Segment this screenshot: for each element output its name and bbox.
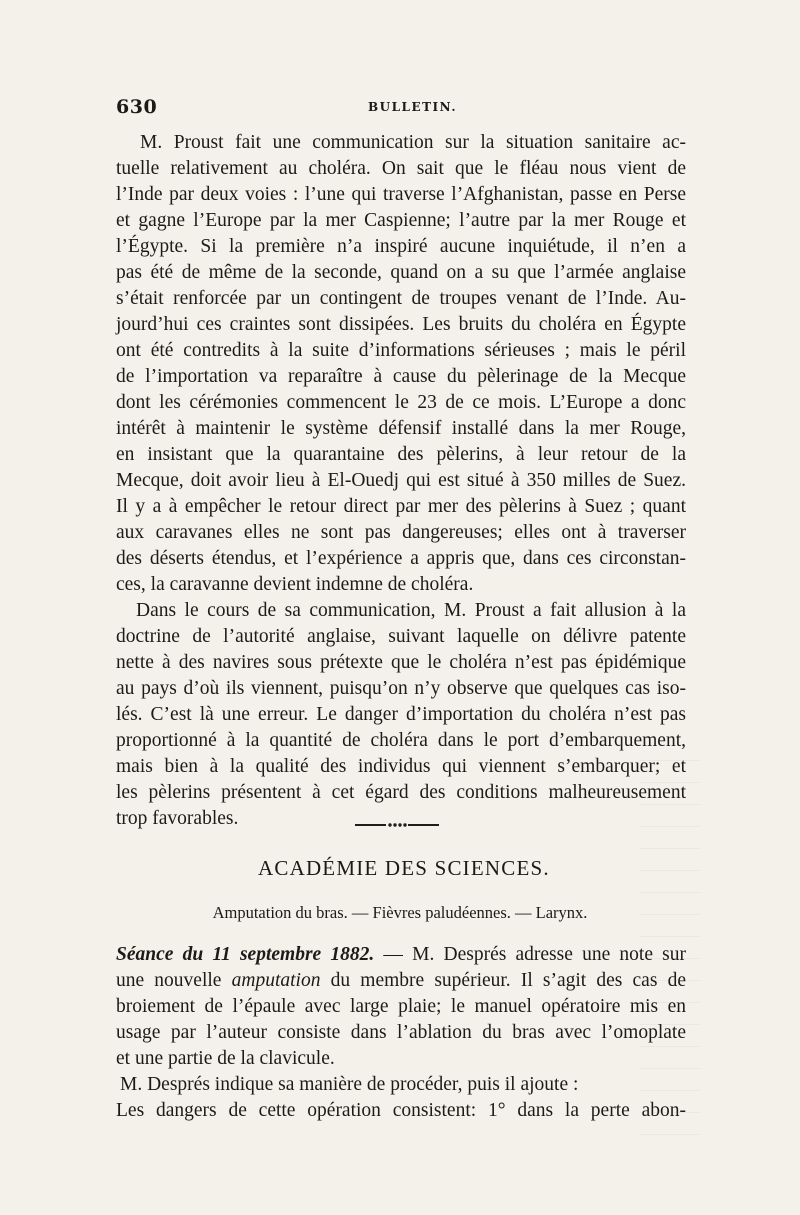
body-line: jourd’hui ces craintes sont dissipées. Les bruits du choléra en Égypte (116, 314, 686, 335)
body-line: et gagne l’Europe par la mer Caspienne; l’autre par la mer Rouge et (116, 210, 686, 231)
section-divider-ornament (353, 822, 441, 828)
body-line: lés. C’est là une erreur. Le danger d’importation du choléra n’est pas (116, 704, 686, 725)
body-line: les pèlerins présentent à cet égard des conditions malheureusement (116, 782, 686, 803)
session-line-text: une nouvelle (116, 970, 232, 991)
body-line: l’Égypte. Si la première n’a inspiré aucune inquiétude, il n’en a (116, 236, 686, 257)
body-line: de l’importation va reparaître à cause du pèlerinage de la Mecque (116, 366, 686, 387)
body-line: pas été de même de la seconde, quand on a su que l’armée anglaise (116, 262, 686, 283)
body-line: doctrine de l’autorité anglaise, suivant laquelle on délivre patente (116, 626, 686, 647)
body-line: dont les cérémonies commencent le 23 de ce mois. L’Europe a donc (116, 392, 686, 413)
body-line: tuelle relativement au choléra. On sait que le fléau nous vient de (116, 158, 686, 179)
page-number: 630 (116, 96, 158, 118)
body-line: M. Proust fait une communication sur la situation sanitaire ac- (140, 132, 686, 153)
session-line-text: — M. Després adresse une note sur (374, 944, 686, 965)
body-line: Il y a à empêcher le retour direct par mer des pèlerins à Suez ; quant (116, 496, 686, 517)
session-line: Les dangers de cette opération consistent: 1° dans la perte abon- (116, 1100, 686, 1121)
body-line: ces, la caravanne devient indemne de choléra. (116, 574, 474, 595)
session-line (116, 942, 686, 968)
body-line: proportionné à la quantité de choléra dans le port d’embarquement, (116, 730, 686, 751)
body-line: Dans le cours de sa communication, M. Proust a fait allusion à la (136, 600, 686, 621)
page-header (116, 96, 686, 120)
session-line-text: du membre supérieur. Il s’agit des cas de (320, 970, 686, 991)
body-line: trop favorables. (116, 808, 239, 829)
show-through-texture (640, 760, 700, 1140)
running-head: BULLETIN. (368, 100, 458, 114)
session-line: broiement de l’épaule avec large plaie; le manuel opératoire mis en (116, 996, 686, 1017)
body-line: Mecque, doit avoir lieu à El-Ouedj qui est situé à 350 milles de Suez. (116, 470, 686, 491)
session-line (116, 968, 686, 994)
session-date: Séance du 11 septembre 1882. (116, 944, 375, 965)
body-line: au pays d’où ils viennent, puisqu’on n’y observe que quelques cas iso- (116, 678, 686, 699)
body-line: l’Inde par deux voies : l’une qui traverse l’Afghanistan, passe en Perse (116, 184, 686, 205)
session-line: usage par l’auteur consiste dans l’ablation du bras avec l’omoplate (116, 1022, 686, 1043)
emphasized-term: amputation (231, 970, 321, 991)
body-line: mais bien à la qualité des individus qui viennent s’embarquer; et (116, 756, 686, 777)
body-line: ont été contredits à la suite d’informations sérieuses ; mais le péril (116, 340, 686, 361)
body-line: aux caravanes elles ne sont pas dangereuses; elles ont à traverser (116, 522, 686, 543)
body-line: intérêt à maintenir le système défensif installé dans la mer Rouge, (116, 418, 686, 439)
body-line: nette à des navires sous prétexte que le choléra n’est pas épidémique (116, 652, 686, 673)
body-line: s’était renforcée par un contingent de troupes venant de l’Inde. Au- (116, 288, 686, 309)
session-line: et une partie de la clavicule. (116, 1048, 335, 1069)
body-line: en insistant que la quarantaine des pèlerins, à leur retour de la (116, 444, 686, 465)
body-line: des déserts étendus, et l’expérience a appris que, dans ces circonstan- (116, 548, 686, 569)
section-subtitle: Amputation du bras. — Fièvres paludéennes. — Larynx. (212, 903, 588, 922)
session-line: M. Després indique sa manière de procéder, puis il ajoute : (120, 1074, 579, 1095)
section-title: ACADÉMIE DES SCIENCES. (258, 856, 550, 880)
